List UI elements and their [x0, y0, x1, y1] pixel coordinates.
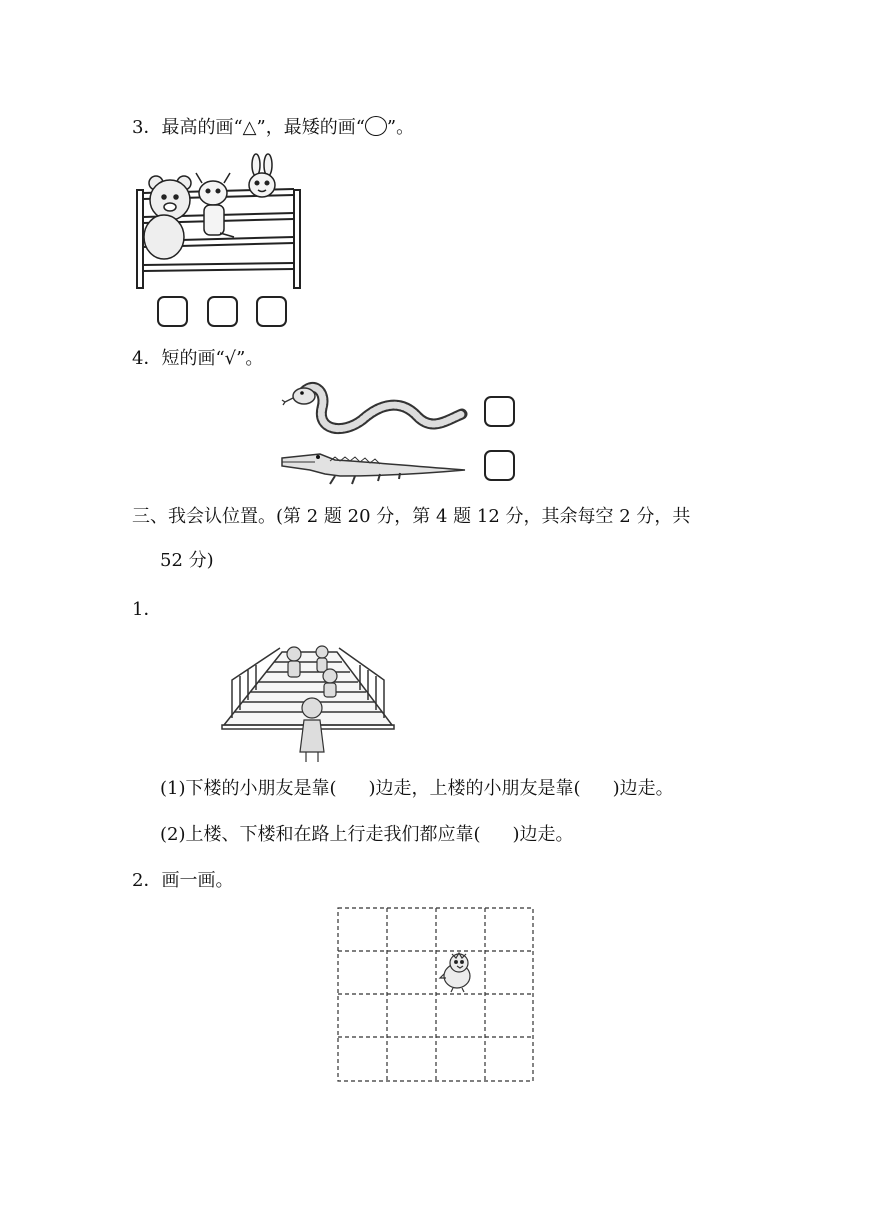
question-1-number: 1． — [132, 599, 162, 620]
answer-box-crocodile[interactable] — [484, 450, 515, 481]
chick-icon — [440, 953, 470, 992]
goat-icon — [196, 173, 234, 237]
section-3-heading: 三、我会认位置。(第 2 题 20 分，第 4 题 12 分，其余每空 2 分，共 — [132, 506, 691, 527]
question-4-text: 短的画“√”。 — [161, 348, 264, 369]
snake-icon — [282, 380, 467, 440]
fence-animals-illustration — [134, 155, 304, 290]
question-3 — [132, 115, 414, 141]
answer-box-rabbit[interactable] — [256, 296, 287, 327]
drawing-grid[interactable] — [336, 906, 536, 1083]
question-1-sub-2 — [160, 822, 574, 848]
answer-box-goat[interactable] — [207, 296, 238, 327]
sub1-text-b: )边走，上楼的小朋友是靠( — [368, 778, 581, 799]
sub2-text-b: )边走。 — [512, 824, 574, 845]
question-3-number: 3． — [132, 117, 162, 138]
question-1-sub-1 — [160, 776, 674, 802]
rabbit-icon — [249, 154, 275, 197]
question-2-text: 画一画。 — [161, 870, 234, 891]
question-3-text-a: 最高的画“△”，最矮的画“ — [161, 117, 365, 138]
stairs-icon — [222, 640, 394, 765]
question-2 — [132, 868, 233, 894]
answer-box-snake[interactable] — [484, 396, 515, 427]
question-3-text-b: ”。 — [386, 117, 415, 138]
sub2-text-a: (2)上楼、下楼和在路上行走我们都应靠( — [160, 824, 481, 845]
answer-box-bear[interactable] — [157, 296, 188, 327]
circle-icon — [365, 116, 387, 136]
question-4-number: 4． — [132, 348, 162, 369]
section-3-heading-cont: 52 分) — [160, 550, 214, 571]
question-4 — [132, 346, 263, 372]
question-2-number: 2． — [132, 870, 162, 891]
crocodile-icon — [280, 448, 470, 486]
sub1-text-a: (1)下楼的小朋友是靠( — [160, 778, 337, 799]
sub1-text-c: )边走。 — [612, 778, 674, 799]
